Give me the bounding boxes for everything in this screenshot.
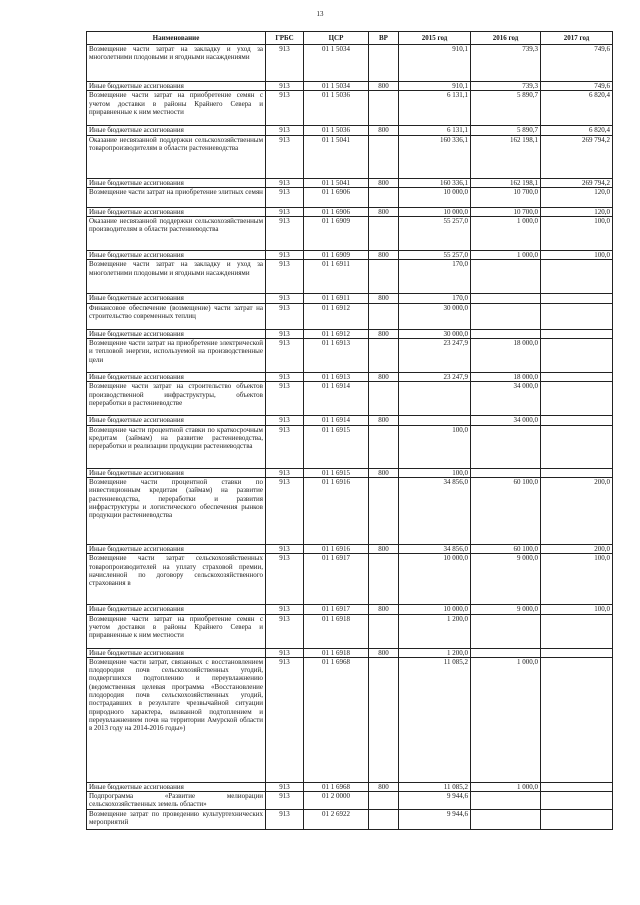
table-row bbox=[87, 91, 613, 126]
row-csr: 01 1 6913 bbox=[304, 373, 369, 382]
row-grbs: 913 bbox=[266, 416, 304, 425]
row-value-2017: 749,6 bbox=[541, 82, 613, 91]
row-name: Возмещение части затрат, связанных с восстановлением плодородия почв сельскохозяйственных угодий, подвергшихся подтоплению и переувлажнению (ведомственная целевая программа «Восстановление плодородия почв сельскохозяйственных угодий, пострадавших в результате чрезвычайной ситуации природного характера, вызванной подтоплением и переувлажнением почв на территории Амурской области в 2013 году на 2014-2016 годы») bbox=[87, 657, 266, 782]
row-csr: 01 1 6911 bbox=[304, 294, 369, 303]
table-row bbox=[87, 45, 613, 82]
row-name: Иные бюджетные ассигнования bbox=[87, 207, 266, 216]
row-value-2016: 60 100,0 bbox=[471, 477, 541, 544]
row-value-2016: 9 000,0 bbox=[471, 554, 541, 605]
table-row bbox=[87, 251, 613, 260]
row-csr: 01 1 5041 bbox=[304, 178, 369, 187]
row-value-2017: 6 820,4 bbox=[541, 126, 613, 135]
row-value-2015: 170,0 bbox=[399, 294, 471, 303]
row-csr: 01 1 5034 bbox=[304, 82, 369, 91]
row-value-2016 bbox=[471, 614, 541, 648]
row-name: Возмещение части процентной ставки по краткосрочным кредитам (займам) на развитие растениеводства, переработки и реализации продукции растениеводства bbox=[87, 425, 266, 468]
row-grbs: 913 bbox=[266, 135, 304, 178]
row-value-2017: 749,6 bbox=[541, 45, 613, 82]
row-name: Возмещение части затрат на закладку и уход за многолетними плодовыми и ягодными насаждениями bbox=[87, 260, 266, 294]
table-row bbox=[87, 416, 613, 425]
row-vr bbox=[369, 135, 399, 178]
row-vr: 800 bbox=[369, 416, 399, 425]
row-grbs: 913 bbox=[266, 373, 304, 382]
row-vr: 800 bbox=[369, 251, 399, 260]
row-value-2016: 739,3 bbox=[471, 82, 541, 91]
row-csr: 01 1 6909 bbox=[304, 251, 369, 260]
row-csr: 01 1 5036 bbox=[304, 126, 369, 135]
row-value-2015: 23 247,9 bbox=[399, 373, 471, 382]
row-csr: 01 1 6916 bbox=[304, 544, 369, 553]
row-csr: 01 1 6909 bbox=[304, 217, 369, 251]
row-value-2017 bbox=[541, 329, 613, 338]
row-name: Возмещение части затрат сельскохозяйственных товаропроизводителей на уплату страховой премии, начисленной по договору сельскохозяйственного страхования в bbox=[87, 554, 266, 605]
row-value-2016: 1 000,0 bbox=[471, 217, 541, 251]
table-row bbox=[87, 648, 613, 657]
page-number: 13 bbox=[316, 10, 324, 18]
row-value-2015: 6 131,1 bbox=[399, 126, 471, 135]
row-value-2016: 18 000,0 bbox=[471, 339, 541, 373]
row-grbs: 913 bbox=[266, 260, 304, 294]
row-value-2017: 200,0 bbox=[541, 544, 613, 553]
row-name: Возмещение части затрат на строительство объектов производственной инфраструктуры, объектов переработки в растениеводстве bbox=[87, 382, 266, 416]
row-csr: 01 1 6917 bbox=[304, 605, 369, 614]
row-value-2015: 100,0 bbox=[399, 468, 471, 477]
row-csr: 01 2 0000 bbox=[304, 792, 369, 810]
row-value-2016 bbox=[471, 810, 541, 830]
row-vr bbox=[369, 382, 399, 416]
row-value-2017 bbox=[541, 792, 613, 810]
table-row bbox=[87, 329, 613, 338]
row-vr: 800 bbox=[369, 468, 399, 477]
row-grbs: 913 bbox=[266, 126, 304, 135]
row-value-2015: 11 085,2 bbox=[399, 657, 471, 782]
row-grbs: 913 bbox=[266, 792, 304, 810]
table-row bbox=[87, 605, 613, 614]
row-value-2016: 10 700,0 bbox=[471, 207, 541, 216]
row-grbs: 913 bbox=[266, 614, 304, 648]
row-vr: 800 bbox=[369, 178, 399, 187]
row-csr: 01 1 6915 bbox=[304, 468, 369, 477]
row-value-2017 bbox=[541, 648, 613, 657]
row-grbs: 913 bbox=[266, 187, 304, 207]
table-row bbox=[87, 614, 613, 648]
table-row bbox=[87, 792, 613, 810]
row-value-2016: 10 700,0 bbox=[471, 187, 541, 207]
row-value-2017 bbox=[541, 657, 613, 782]
table-row bbox=[87, 135, 613, 178]
row-grbs: 913 bbox=[266, 45, 304, 82]
row-grbs: 913 bbox=[266, 810, 304, 830]
row-name: Возмещение части процентной ставки по инвестиционным кредитам (займам) на развитие растениеводства, переработки и развития инфраструктуры и логистического обеспечения рынков продукции растениеводства bbox=[87, 477, 266, 544]
row-name: Иные бюджетные ассигнования bbox=[87, 648, 266, 657]
header-2015: 2015 год bbox=[399, 32, 471, 45]
row-vr: 800 bbox=[369, 207, 399, 216]
row-value-2015 bbox=[399, 382, 471, 416]
row-csr: 01 1 6915 bbox=[304, 425, 369, 468]
row-vr bbox=[369, 303, 399, 329]
table-row bbox=[87, 554, 613, 605]
row-grbs: 913 bbox=[266, 605, 304, 614]
row-grbs: 913 bbox=[266, 477, 304, 544]
row-vr bbox=[369, 810, 399, 830]
row-csr: 01 1 6968 bbox=[304, 657, 369, 782]
row-name: Иные бюджетные ассигнования bbox=[87, 82, 266, 91]
table-row bbox=[87, 294, 613, 303]
table-row bbox=[87, 339, 613, 373]
row-grbs: 913 bbox=[266, 303, 304, 329]
table-row bbox=[87, 303, 613, 329]
row-value-2016 bbox=[471, 260, 541, 294]
row-value-2016: 1 000,0 bbox=[471, 251, 541, 260]
row-value-2016: 5 890,7 bbox=[471, 126, 541, 135]
row-grbs: 913 bbox=[266, 82, 304, 91]
row-value-2017: 200,0 bbox=[541, 477, 613, 544]
table-row bbox=[87, 82, 613, 91]
row-name: Возмещение части затрат на закладку и уход за многолетними плодовыми и ягодными насаждениями bbox=[87, 45, 266, 82]
row-grbs: 913 bbox=[266, 544, 304, 553]
row-vr bbox=[369, 477, 399, 544]
row-value-2017 bbox=[541, 294, 613, 303]
row-csr: 01 1 6914 bbox=[304, 416, 369, 425]
row-value-2015: 34 856,0 bbox=[399, 544, 471, 553]
header-grbs: ГРБС bbox=[266, 32, 304, 45]
row-value-2015: 100,0 bbox=[399, 425, 471, 468]
row-name: Иные бюджетные ассигнования bbox=[87, 126, 266, 135]
row-csr: 01 1 6918 bbox=[304, 648, 369, 657]
row-vr: 800 bbox=[369, 82, 399, 91]
row-grbs: 913 bbox=[266, 468, 304, 477]
row-value-2016: 162 198,1 bbox=[471, 135, 541, 178]
row-vr bbox=[369, 91, 399, 126]
table-row bbox=[87, 126, 613, 135]
row-vr bbox=[369, 657, 399, 782]
row-csr: 01 1 6906 bbox=[304, 207, 369, 216]
header-2017: 2017 год bbox=[541, 32, 613, 45]
row-csr: 01 1 6911 bbox=[304, 260, 369, 294]
row-vr bbox=[369, 260, 399, 294]
table-row bbox=[87, 544, 613, 553]
row-value-2017: 100,0 bbox=[541, 217, 613, 251]
row-grbs: 913 bbox=[266, 782, 304, 791]
row-value-2017 bbox=[541, 782, 613, 791]
table-row bbox=[87, 217, 613, 251]
row-value-2016: 34 000,0 bbox=[471, 382, 541, 416]
row-value-2016: 60 100,0 bbox=[471, 544, 541, 553]
header-csr: ЦСР bbox=[304, 32, 369, 45]
row-csr: 01 1 6912 bbox=[304, 303, 369, 329]
row-value-2017 bbox=[541, 614, 613, 648]
row-grbs: 913 bbox=[266, 648, 304, 657]
row-csr: 01 1 6917 bbox=[304, 554, 369, 605]
row-value-2017 bbox=[541, 373, 613, 382]
row-grbs: 913 bbox=[266, 382, 304, 416]
row-csr: 01 1 6916 bbox=[304, 477, 369, 544]
row-value-2017: 120,0 bbox=[541, 187, 613, 207]
row-value-2015: 910,1 bbox=[399, 45, 471, 82]
header-name: Наименование bbox=[87, 32, 266, 45]
row-csr: 01 1 6914 bbox=[304, 382, 369, 416]
row-name: Возмещение части затрат на приобретение семян с учетом доставки в районы Крайнего Севера и приравненные к ним местности bbox=[87, 614, 266, 648]
row-vr bbox=[369, 425, 399, 468]
row-vr bbox=[369, 217, 399, 251]
row-value-2015: 1 200,0 bbox=[399, 648, 471, 657]
row-name: Возмещение затрат по проведению культуртехнических мероприятий bbox=[87, 810, 266, 830]
table-body bbox=[87, 45, 613, 830]
row-name: Иные бюджетные ассигнования bbox=[87, 468, 266, 477]
row-vr: 800 bbox=[369, 605, 399, 614]
row-value-2015: 30 000,0 bbox=[399, 329, 471, 338]
row-value-2016 bbox=[471, 425, 541, 468]
row-vr: 800 bbox=[369, 126, 399, 135]
row-value-2015 bbox=[399, 416, 471, 425]
row-vr bbox=[369, 339, 399, 373]
table-row bbox=[87, 782, 613, 791]
row-grbs: 913 bbox=[266, 207, 304, 216]
row-value-2017 bbox=[541, 425, 613, 468]
header-2016: 2016 год bbox=[471, 32, 541, 45]
row-name: Иные бюджетные ассигнования bbox=[87, 605, 266, 614]
row-value-2016 bbox=[471, 648, 541, 657]
row-grbs: 913 bbox=[266, 329, 304, 338]
table-header-row bbox=[87, 32, 613, 45]
row-csr: 01 1 6906 bbox=[304, 187, 369, 207]
row-value-2017: 6 820,4 bbox=[541, 91, 613, 126]
row-value-2015: 6 131,1 bbox=[399, 91, 471, 126]
row-value-2016: 739,3 bbox=[471, 45, 541, 82]
row-value-2017: 269 794,2 bbox=[541, 135, 613, 178]
row-csr: 01 1 6912 bbox=[304, 329, 369, 338]
row-name: Иные бюджетные ассигнования bbox=[87, 251, 266, 260]
row-value-2017 bbox=[541, 303, 613, 329]
row-name: Иные бюджетные ассигнования bbox=[87, 416, 266, 425]
row-grbs: 913 bbox=[266, 554, 304, 605]
row-csr: 01 1 5041 bbox=[304, 135, 369, 178]
table-row bbox=[87, 810, 613, 830]
row-value-2016 bbox=[471, 329, 541, 338]
row-csr: 01 1 6968 bbox=[304, 782, 369, 791]
table-row bbox=[87, 468, 613, 477]
row-name: Оказание несвязанной поддержки сельскохозяйственным товаропроизводителям в области растениеводства bbox=[87, 135, 266, 178]
table-row bbox=[87, 207, 613, 216]
table-row bbox=[87, 187, 613, 207]
row-value-2015: 10 000,0 bbox=[399, 207, 471, 216]
row-value-2016: 1 000,0 bbox=[471, 782, 541, 791]
row-csr: 01 1 5034 bbox=[304, 45, 369, 82]
row-grbs: 913 bbox=[266, 425, 304, 468]
row-vr bbox=[369, 792, 399, 810]
row-name: Иные бюджетные ассигнования bbox=[87, 329, 266, 338]
row-name: Возмещение части затрат на приобретение электрической и тепловой энергии, используемой на производственные цели bbox=[87, 339, 266, 373]
row-csr: 01 1 6918 bbox=[304, 614, 369, 648]
row-name: Иные бюджетные ассигнования bbox=[87, 294, 266, 303]
row-name: Возмещение части затрат на приобретение семян с учетом доставки в районы Крайнего Севера и приравненные к ним местности bbox=[87, 91, 266, 126]
row-grbs: 913 bbox=[266, 178, 304, 187]
row-value-2016: 5 890,7 bbox=[471, 91, 541, 126]
row-value-2015: 160 336,1 bbox=[399, 178, 471, 187]
row-value-2017 bbox=[541, 339, 613, 373]
row-value-2015: 170,0 bbox=[399, 260, 471, 294]
row-value-2017: 269 794,2 bbox=[541, 178, 613, 187]
row-grbs: 913 bbox=[266, 91, 304, 126]
row-value-2015: 34 856,0 bbox=[399, 477, 471, 544]
table-row bbox=[87, 373, 613, 382]
row-name: Иные бюджетные ассигнования bbox=[87, 373, 266, 382]
row-csr: 01 1 6913 bbox=[304, 339, 369, 373]
row-value-2015: 9 944,6 bbox=[399, 810, 471, 830]
row-grbs: 913 bbox=[266, 339, 304, 373]
row-value-2017: 100,0 bbox=[541, 554, 613, 605]
row-value-2017 bbox=[541, 382, 613, 416]
row-name: Оказание несвязанной поддержки сельскохозяйственным производителям в области растениеводства bbox=[87, 217, 266, 251]
table-row bbox=[87, 382, 613, 416]
table-row bbox=[87, 657, 613, 782]
row-value-2017 bbox=[541, 468, 613, 477]
row-value-2015: 160 336,1 bbox=[399, 135, 471, 178]
table-row bbox=[87, 425, 613, 468]
row-value-2017 bbox=[541, 260, 613, 294]
row-value-2015: 10 000,0 bbox=[399, 605, 471, 614]
row-vr: 800 bbox=[369, 544, 399, 553]
row-value-2015: 11 085,2 bbox=[399, 782, 471, 791]
row-name: Финансовое обеспечение (возмещение) части затрат на строительство современных теплиц bbox=[87, 303, 266, 329]
row-name: Подпрограмма «Развитие мелиорации сельскохозяйственных земель области» bbox=[87, 792, 266, 810]
row-value-2016 bbox=[471, 294, 541, 303]
row-name: Иные бюджетные ассигнования bbox=[87, 782, 266, 791]
header-vr: ВР bbox=[369, 32, 399, 45]
row-value-2017 bbox=[541, 416, 613, 425]
row-name: Иные бюджетные ассигнования bbox=[87, 544, 266, 553]
row-value-2016 bbox=[471, 792, 541, 810]
table-row bbox=[87, 477, 613, 544]
row-vr: 800 bbox=[369, 782, 399, 791]
row-grbs: 913 bbox=[266, 294, 304, 303]
row-grbs: 913 bbox=[266, 217, 304, 251]
row-grbs: 913 bbox=[266, 251, 304, 260]
row-grbs: 913 bbox=[266, 657, 304, 782]
row-value-2015: 55 257,0 bbox=[399, 251, 471, 260]
row-value-2017: 100,0 bbox=[541, 251, 613, 260]
row-csr: 01 2 6922 bbox=[304, 810, 369, 830]
row-value-2017: 120,0 bbox=[541, 207, 613, 216]
row-value-2017 bbox=[541, 810, 613, 830]
row-value-2016: 34 000,0 bbox=[471, 416, 541, 425]
row-value-2015: 10 000,0 bbox=[399, 554, 471, 605]
row-value-2016 bbox=[471, 303, 541, 329]
row-vr bbox=[369, 45, 399, 82]
row-value-2017: 100,0 bbox=[541, 605, 613, 614]
table-row bbox=[87, 260, 613, 294]
row-vr bbox=[369, 614, 399, 648]
row-value-2015: 30 000,0 bbox=[399, 303, 471, 329]
row-value-2016: 1 000,0 bbox=[471, 657, 541, 782]
row-vr: 800 bbox=[369, 648, 399, 657]
row-value-2016: 162 198,1 bbox=[471, 178, 541, 187]
row-value-2015: 55 257,0 bbox=[399, 217, 471, 251]
row-vr bbox=[369, 187, 399, 207]
row-vr bbox=[369, 554, 399, 605]
row-value-2016: 9 000,0 bbox=[471, 605, 541, 614]
row-vr: 800 bbox=[369, 329, 399, 338]
row-value-2015: 10 000,0 bbox=[399, 187, 471, 207]
row-value-2015: 9 944,6 bbox=[399, 792, 471, 810]
table-row bbox=[87, 178, 613, 187]
row-name: Иные бюджетные ассигнования bbox=[87, 178, 266, 187]
row-value-2015: 910,1 bbox=[399, 82, 471, 91]
row-value-2015: 1 200,0 bbox=[399, 614, 471, 648]
row-csr: 01 1 5036 bbox=[304, 91, 369, 126]
row-value-2016 bbox=[471, 468, 541, 477]
row-value-2016: 18 000,0 bbox=[471, 373, 541, 382]
row-vr: 800 bbox=[369, 373, 399, 382]
budget-table bbox=[86, 31, 613, 830]
row-vr: 800 bbox=[369, 294, 399, 303]
row-name: Возмещение части затрат на приобретение элитных семян bbox=[87, 187, 266, 207]
row-value-2015: 23 247,9 bbox=[399, 339, 471, 373]
